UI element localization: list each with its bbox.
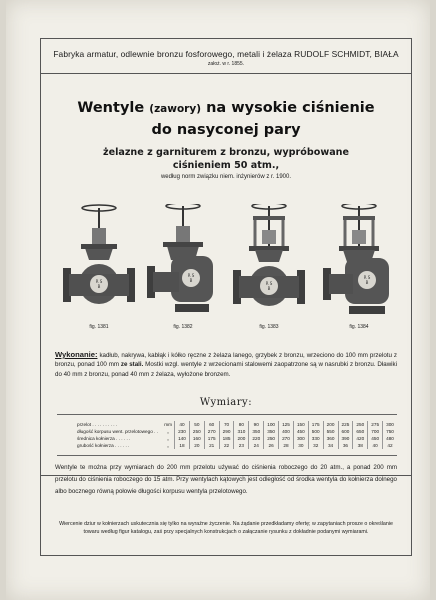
row-unit: „ <box>167 429 169 434</box>
table-cell: 290 <box>219 428 234 435</box>
row-label: grubość kołnierza . . . . . . <box>77 443 130 448</box>
table-cell: 42 <box>382 442 397 449</box>
valve-illustration-1381 <box>61 204 137 319</box>
page-title-line2: do nasyconej pary <box>151 122 301 138</box>
table-cell: 60 <box>204 421 219 428</box>
table-cell: 100 <box>263 421 278 428</box>
row-label: średnica kołnierza . . . . . . <box>77 436 131 441</box>
title-word-cisnienie: na wysokie ciśnienie <box>206 100 375 116</box>
table-cell: 700 <box>367 428 382 435</box>
figure-label: fig. 1381 <box>89 324 109 330</box>
table-cell: 250 <box>189 428 204 435</box>
row-label: przelot . . . . . . . . . . <box>77 422 118 427</box>
dimensions-table <box>57 414 397 456</box>
execution-description <box>55 350 397 379</box>
title-word-zawory: (zawory) <box>149 103 201 115</box>
table-cell: 400 <box>278 428 293 435</box>
row-unit: mm <box>164 422 172 427</box>
table-cell: 300 <box>382 421 397 428</box>
table-cell: 30 <box>293 442 308 449</box>
page-frame <box>40 38 412 556</box>
table-cell: 40 <box>367 442 382 449</box>
table-cell: 21 <box>204 442 219 449</box>
table-cell: 175 <box>308 421 323 428</box>
execution-text-2: Mostki wzgl. wentyle z wrzecionami stalowemi zaopatrzone są w nasrubki z bronzu. Dławiki do 40 mm z bronzu, ponad 40 mm z żelaza, wyłożone bronzem. <box>55 361 398 378</box>
svg-text:R S: R S <box>187 273 195 278</box>
title-word-wentyle: Wentyle <box>77 100 145 116</box>
execution-text-bold: ze stali. <box>120 361 144 369</box>
table-cell: 275 <box>367 421 382 428</box>
table-cell: 24 <box>248 442 263 449</box>
table-cell: 480 <box>382 435 397 442</box>
table-cell: 20 <box>189 442 204 449</box>
table-cell: 18 <box>174 442 189 449</box>
valve-illustration-1383 <box>231 204 307 319</box>
table-row <box>57 442 397 449</box>
table-cell: 270 <box>204 428 219 435</box>
subtitle-line2: ciśnieniem 50 atm., <box>172 160 280 171</box>
founded-note: założ. w r. 1855. <box>207 61 245 67</box>
svg-text:B: B <box>267 286 271 291</box>
table-cell: 350 <box>263 428 278 435</box>
table-cell: 250 <box>263 435 278 442</box>
table-cell: 26 <box>263 442 278 449</box>
row-unit: „ <box>167 443 169 448</box>
figure-label: fig. 1383 <box>259 324 279 330</box>
subtitle-line1: żelazne z garniturem z bronzu, wypróbowane <box>103 147 349 158</box>
pressure-note: Wentyle te można przy wymiarach do 200 mm przelotu używać do ciśnienia roboczego do 20 atm., a ponad 200 mm przelotu do ciśnienia roboczego do 15 atm. Przy wentylach kątowych jest odległość od środka wentyla do kołnierza dolnego albo bocznego równą połowie długości korpusu wentyla przelotowego. <box>55 464 397 495</box>
valve-illustration-1382 <box>145 204 221 319</box>
page-title-line1 <box>41 100 411 116</box>
ordering-remark: Wiercenie dziur w kołnierzach uskutecznia się tylko na wyraźne życzenie. Na żądanie przedkładamy ofertę; w zapytaniach prosze o określanie towaru według figur katalogu, zaś przy specjalnych konstrukcjach o załączanie rysunku z dokładnie podanymi wymiarami. <box>59 521 393 536</box>
table-row <box>57 421 397 428</box>
table-cell: 450 <box>293 428 308 435</box>
table-cell: 650 <box>352 428 367 435</box>
table-cell: 36 <box>338 442 353 449</box>
table-row-spacer <box>57 449 397 455</box>
svg-text:R S: R S <box>95 279 103 284</box>
svg-text:B: B <box>97 284 101 289</box>
table-cell: 140 <box>174 435 189 442</box>
table-cell: 28 <box>278 442 293 449</box>
table-cell: 230 <box>174 428 189 435</box>
table-cell: 70 <box>219 421 234 428</box>
table-cell: 750 <box>382 428 397 435</box>
table-cell: 160 <box>189 435 204 442</box>
table-cell: 200 <box>323 421 338 428</box>
table-cell: 550 <box>323 428 338 435</box>
table-cell: 310 <box>233 428 248 435</box>
table-cell: 600 <box>338 428 353 435</box>
figure-label: fig. 1384 <box>349 324 369 330</box>
catalog-page <box>6 0 430 600</box>
table-cell: 220 <box>248 435 263 442</box>
table-cell: 125 <box>278 421 293 428</box>
table-cell: 330 <box>308 435 323 442</box>
row-label: długość korpusu went. przelotowego . . <box>77 429 159 434</box>
table-cell: 150 <box>293 421 308 428</box>
execution-text-1: kadłub, nakrywa, kabłąk i kółko ręczne z żelaza lanego, grzybek z bronzu, wrzeciono do 100 mm przelotu z bronzu, ponad 100 mm <box>55 352 397 369</box>
dimensions-title: Wymiary: <box>199 397 253 408</box>
svg-text:R S: R S <box>265 281 273 286</box>
table-cell: 300 <box>293 435 308 442</box>
svg-text:B: B <box>365 280 369 285</box>
execution-lead: Wykonanie: <box>55 350 98 359</box>
table-cell: 450 <box>367 435 382 442</box>
valve-illustration-1384 <box>321 204 397 319</box>
table-cell: 250 <box>352 421 367 428</box>
table-cell: 34 <box>323 442 338 449</box>
table-cell: 225 <box>338 421 353 428</box>
table-cell: 32 <box>308 442 323 449</box>
table-cell: 185 <box>219 435 234 442</box>
table-row <box>57 435 397 442</box>
table-cell: 175 <box>204 435 219 442</box>
table-row <box>57 428 397 435</box>
svg-text:R S: R S <box>363 275 371 280</box>
table-cell: 390 <box>338 435 353 442</box>
table-cell: 350 <box>248 428 263 435</box>
table-cell: 500 <box>308 428 323 435</box>
footer-rule <box>41 475 411 476</box>
table-cell: 200 <box>233 435 248 442</box>
table-cell: 360 <box>323 435 338 442</box>
table-cell: 50 <box>189 421 204 428</box>
table-cell: 22 <box>219 442 234 449</box>
figure-label: fig. 1382 <box>173 324 193 330</box>
table-cell: 270 <box>278 435 293 442</box>
table-cell: 90 <box>248 421 263 428</box>
row-unit: „ <box>167 436 169 441</box>
header-rule <box>41 73 411 74</box>
norm-note: według norm związku niem. inżynierów z r. 1900. <box>160 174 292 180</box>
table-cell: 420 <box>352 435 367 442</box>
company-header: Fabryka armatur, odlewnie bronzu fosforowego, metali i żelaza RUDOLF SCHMIDT, BIAŁA <box>53 49 399 59</box>
table-cell: 80 <box>233 421 248 428</box>
table-cell: 38 <box>352 442 367 449</box>
svg-text:B: B <box>189 278 193 283</box>
table-cell: 40 <box>174 421 189 428</box>
table-cell: 23 <box>233 442 248 449</box>
